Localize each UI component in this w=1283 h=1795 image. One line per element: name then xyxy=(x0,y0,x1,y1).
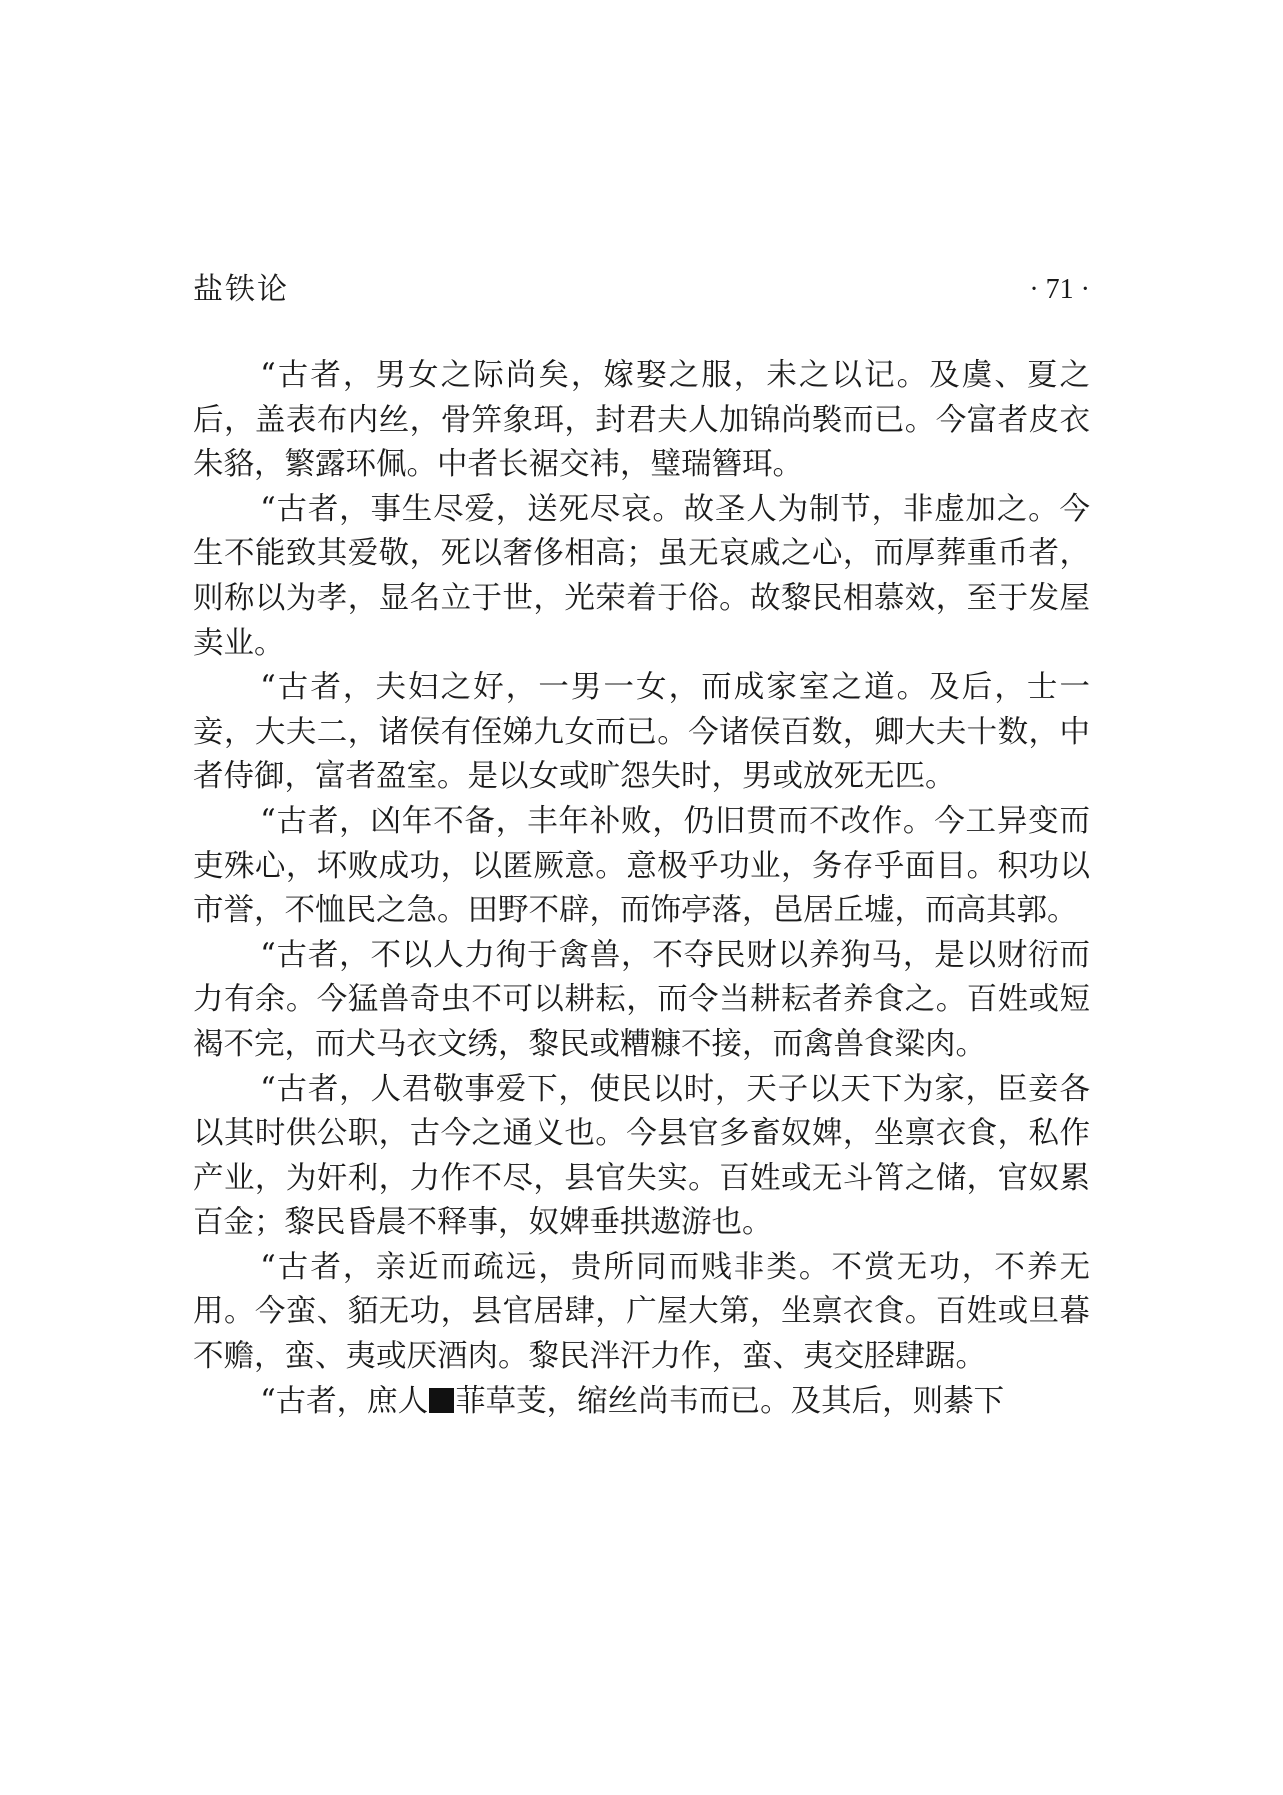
paragraph-5: “古者，不以人力徇于禽兽，不夺民财以养狗马，是以财衍而力有余。今猛兽奇虫不可以耕耘，而令当耕耘者养食之。百姓或短褐不完，而犬马衣文绣，黎民或糟糠不接，而禽兽食粱肉。 xyxy=(193,937,1090,1062)
paragraph-7: “古者，亲近而疏远，贵所同而贱非类。不赏无功，不养无用。今蛮、貊无功，县官居肆，广屋大第，坐禀衣食。百姓或旦暮不赡，蛮、夷或厌酒肉。黎民泮汗力作，蛮、夷交胫肆踞。 xyxy=(193,1249,1090,1375)
paragraph-3: “古者，夫妇之好，一男一女，而成家室之道。及后，士一妾，大夫二，诸侯有侄娣九女而已。今诸侯百数，卿大夫十数，中者侍御，富者盈室。是以女或旷怨失时，男或放死无匹。 xyxy=(193,670,1090,795)
paragraph-8 xyxy=(193,1380,1090,1425)
page-number: · 71 · xyxy=(1029,274,1090,305)
running-header xyxy=(193,268,1090,312)
paragraph-2: “古者，事生尽爱，送死尽哀。故圣人为制节，非虚加之。今生不能致其爱敬，死以奢侈相高；虽无哀戚之心，而厚葬重币者，则称以为孝，显名立于世，光荣着于俗。故黎民相慕效，至于发屋卖业。 xyxy=(193,491,1090,661)
paragraph-8-start: “古者，庶人 xyxy=(260,1383,429,1419)
body-text xyxy=(193,354,1090,1424)
missing-character-icon xyxy=(429,1388,454,1413)
paragraph-8-end: 菲草芰，缩丝尚韦而已。及其后，则綦下 xyxy=(455,1383,1005,1419)
paragraph-1: “古者，男女之际尚矣，嫁娶之服，未之以记。及虞、夏之后，盖表布内丝，骨笄象珥，封君夫人加锦尚褧而已。今富者皮衣朱貉，繁露环佩。中者长裾交袆，璧瑞簪珥。 xyxy=(193,358,1090,483)
paragraph-4: “古者，凶年不备，丰年补败，仍旧贯而不改作。今工异变而吏殊心，坏败成功，以匿厥意。意极乎功业，务存乎面目。积功以市誉，不恤民之急。田野不辟，而饰亭落，邑居丘墟，而高其郭。 xyxy=(193,803,1090,929)
paragraph-6: “古者，人君敬事爱下，使民以时，天子以天下为家，臣妾各以其时供公职，古今之通义也。今县官多畜奴婢，坐禀衣食，私作产业，为奸利，力作不尽，县官失实。百姓或无斗筲之储，官奴累百金；黎民昏晨不释事，奴婢垂拱遨游也。 xyxy=(193,1071,1090,1241)
book-title: 盐铁论 xyxy=(193,272,289,307)
